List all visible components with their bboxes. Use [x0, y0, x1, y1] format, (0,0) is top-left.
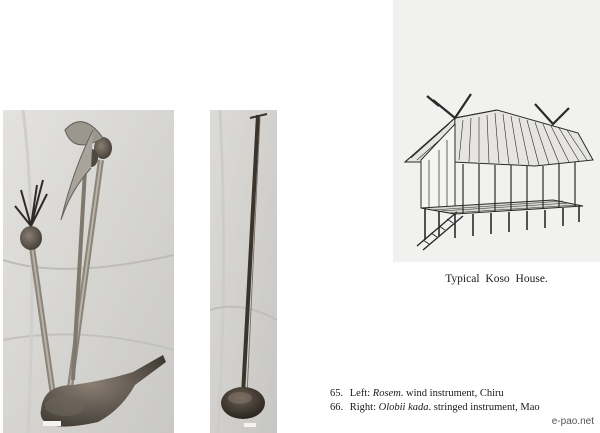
plate-description: . wind instrument, Chiru — [400, 388, 504, 399]
plate-caption-66 — [330, 401, 540, 415]
house-caption: Typical Koso House. — [445, 273, 548, 285]
koso-house-sketch — [393, 0, 600, 262]
olobii-kada-photo — [210, 110, 277, 433]
plate-number: 66. — [330, 402, 344, 413]
plate-caption-65 — [330, 387, 540, 401]
plate-number: 65. — [330, 388, 344, 399]
plate-captions — [330, 387, 540, 415]
plate-side: Right: — [349, 402, 377, 413]
rosem-photo — [3, 110, 174, 433]
plate-side: Left: — [349, 388, 371, 399]
plate-description: . stringed instrument, Mao — [428, 402, 540, 413]
plate-name: Olobii kada — [378, 402, 429, 413]
watermark: e-pao.net — [551, 416, 594, 427]
plate-name: Rosem — [372, 388, 401, 399]
